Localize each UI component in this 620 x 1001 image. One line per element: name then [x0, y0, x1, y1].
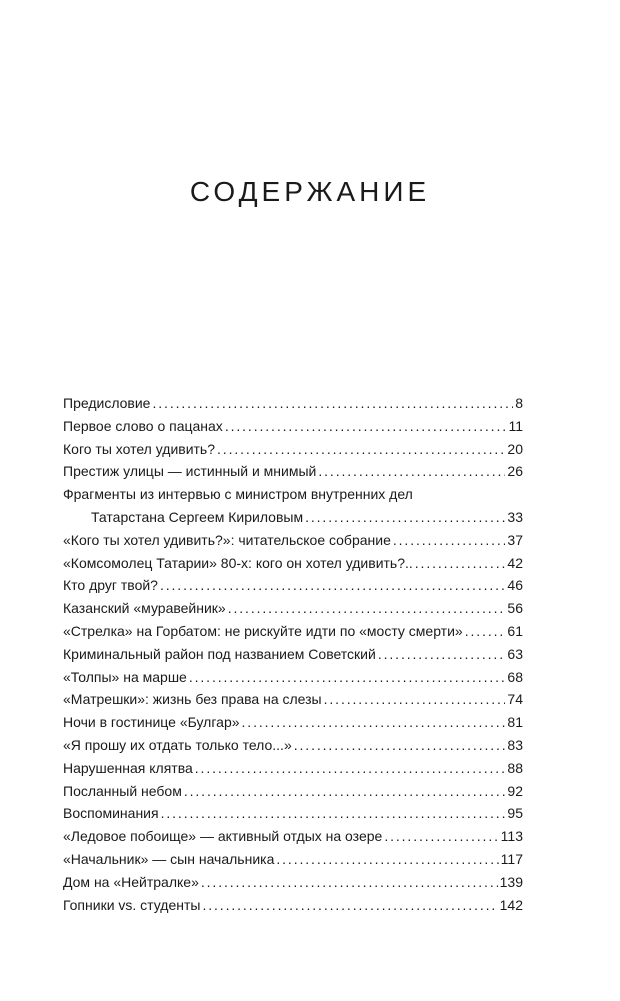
dot-leader	[228, 597, 506, 620]
toc-entry-title: Дом на «Нейтралке»	[63, 873, 199, 890]
dot-leader	[393, 529, 506, 552]
toc-entry-title: Кто друг твой?	[63, 577, 158, 594]
dot-leader	[201, 871, 498, 894]
dot-leader	[202, 894, 497, 917]
toc-entry-title: «Толпы» на марше	[63, 668, 187, 685]
toc-entry	[63, 780, 523, 803]
toc-page-number: 92	[507, 782, 523, 799]
toc-entry	[63, 711, 523, 734]
toc-entry	[63, 666, 523, 689]
toc-entry-title: Воспоминания	[63, 805, 159, 822]
toc-entry	[63, 392, 523, 415]
toc-entry-title: «Комсомолец Татарии» 80-х: кого он хотел удивить?..	[63, 554, 413, 571]
dot-leader	[294, 734, 506, 757]
toc-page-number: 142	[499, 896, 523, 913]
toc-entry-title: «Матрешки»: жизнь без права на слезы	[63, 691, 322, 708]
toc-entry-title: «Я прошу их отдать только тело...»	[63, 736, 292, 753]
dot-leader	[242, 711, 506, 734]
toc-entry-title: Кого ты хотел удивить?	[63, 440, 216, 457]
dot-leader	[318, 460, 505, 483]
toc-entry-title: «Кого ты хотел удивить?»: читательское собрание	[63, 531, 391, 548]
dot-leader	[189, 666, 506, 689]
toc-entry	[63, 438, 523, 461]
toc-entry	[63, 415, 523, 438]
toc-entry	[63, 848, 523, 871]
toc-entry	[63, 574, 523, 597]
toc-page-number: 81	[507, 714, 523, 731]
toc-entry	[63, 802, 523, 825]
toc-page-number: 63	[507, 645, 523, 662]
dot-leader	[152, 392, 513, 415]
toc-entry	[63, 825, 523, 848]
dot-leader	[324, 688, 506, 711]
toc-entry-title-continued: Татарстана Сергеем Кириловым	[91, 508, 304, 525]
dot-leader	[184, 780, 506, 803]
dot-leader	[161, 802, 506, 825]
page-title: СОДЕРЖАНИЕ	[189, 176, 431, 207]
toc-entry-title: Ночи в гостинице «Булгар»	[63, 714, 240, 731]
toc-page-number: 95	[507, 805, 523, 822]
toc-entry	[63, 734, 523, 757]
toc-page-number: 117	[500, 850, 523, 867]
toc-entry	[63, 460, 523, 483]
dot-leader	[378, 643, 506, 666]
toc-entry-title: «Ледовое побоище» — активный отдых на озере	[63, 828, 383, 845]
toc-entry	[63, 552, 523, 575]
toc-entry	[63, 529, 523, 552]
toc-entry-title: Престиж улицы — истинный и мнимый	[63, 463, 317, 480]
toc-page-number: 61	[507, 622, 523, 639]
toc-page-number: 46	[507, 577, 523, 594]
toc-entry-title: Предисловие	[63, 395, 151, 411]
toc-page-number: 20	[507, 440, 523, 457]
dot-leader	[217, 438, 505, 461]
toc-entry	[63, 597, 523, 620]
toc-page-number: 83	[507, 736, 523, 753]
toc-page-number: 56	[507, 600, 523, 617]
toc-page-number: 139	[499, 873, 523, 890]
toc-page-number: 74	[507, 691, 523, 708]
toc-page-number: 42	[507, 554, 523, 571]
toc-entry-title: Фрагменты из интервью с министром внутренних дел	[63, 486, 413, 503]
toc-entry	[63, 894, 523, 917]
toc-page-number: 88	[507, 759, 523, 776]
toc-page-number: 37	[507, 531, 523, 548]
toc-entry	[63, 483, 523, 529]
toc-page-number: 68	[507, 668, 523, 685]
dot-leader	[465, 620, 506, 643]
dot-leader	[305, 506, 505, 529]
toc-entry-title: «Стрелка» на Горбатом: не рискуйте идти по «мосту смерти»	[63, 622, 463, 639]
table-of-contents	[63, 392, 523, 916]
toc-page-number: 26	[507, 463, 523, 480]
toc-entry-title: Первое слово о пацанах	[63, 417, 223, 434]
toc-entry-title: Посланный небом	[63, 782, 182, 799]
toc-entry-title: Криминальный район под названием Советский	[63, 645, 376, 662]
dot-leader	[225, 415, 507, 438]
toc-entry-title: «Начальник» — сын начальника	[63, 850, 275, 867]
dot-leader	[415, 552, 506, 575]
toc-entry	[63, 688, 523, 711]
dot-leader	[276, 848, 498, 871]
toc-page-number: 11	[508, 417, 523, 434]
toc-entry	[63, 757, 523, 780]
dot-leader	[195, 757, 506, 780]
toc-entry	[63, 620, 523, 643]
toc-entry-title: Гопники vs. студенты	[63, 896, 201, 913]
dot-leader	[160, 574, 505, 597]
toc-entry	[63, 871, 523, 894]
toc-entry	[63, 643, 523, 666]
toc-page-number: 113	[500, 828, 523, 845]
toc-page-number: 8	[515, 395, 523, 411]
toc-entry-title: Нарушенная клятва	[63, 759, 193, 776]
toc-entry-title: Казанский «муравейник»	[63, 600, 226, 617]
toc-page-number: 33	[507, 508, 523, 525]
dot-leader	[384, 825, 498, 848]
